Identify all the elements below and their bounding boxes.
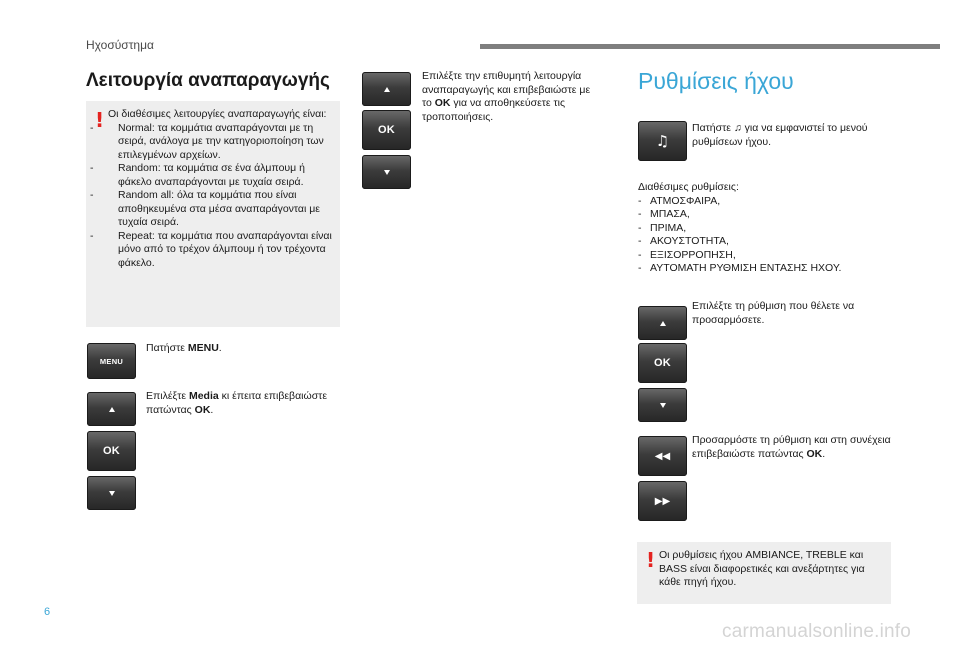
list-item: - ΑΤΜΟΣΦΑΙΡΑ, (638, 195, 878, 209)
arrow-down-icon (109, 491, 115, 496)
settings-intro: Διαθέσιμες ρυθμίσεις: (638, 181, 739, 193)
watermark: carmanualsonline.info (722, 621, 912, 642)
list-item: - Random all: όλα τα κομμάτια που είναι αποθηκευμένα στα μέσα αναπαράγονται με τυχαία σειρά. (86, 189, 336, 230)
down-button[interactable] (638, 388, 687, 422)
step-select-setting: Επιλέξτε τη ρύθμιση που θέλετε να προσαρμόσετε. (692, 300, 855, 326)
ok-button-label: OK (377, 124, 396, 136)
page-number: 6 (44, 606, 51, 618)
list-item: - ΑΚΟΥΣΤΟΤΗΤΑ, (638, 235, 878, 249)
arrow-up-icon (109, 407, 115, 412)
list-item: - ΜΠΑΣΑ, (638, 208, 878, 222)
ok-button[interactable] (638, 343, 687, 383)
down-button[interactable] (362, 155, 411, 189)
arrow-up-icon (660, 321, 666, 326)
music-note-icon: ♫ (733, 122, 742, 134)
available-settings (638, 181, 878, 276)
list-item: - ΕΞΙΣΟΡΡΟΠΗΣΗ, (638, 249, 878, 263)
audio-settings-heading: Ρυθμίσεις ήχου (638, 68, 794, 94)
list-item: - Normal: τα κομμάτια αναπαράγονται με τη σειρά, ανάλογα με την κατηγοριοποίηση των επιλεγμένων αρχείων. (86, 122, 336, 163)
audio-note-text: Οι ρυθμίσεις ήχου AMBIANCE, TREBLE και BASS είναι διαφορετικές και ανεξάρτητες για κάθε πηγή ήχου. (659, 549, 865, 588)
ok-button[interactable] (362, 110, 411, 150)
playback-modes-list (86, 122, 336, 271)
arrow-down-icon (384, 170, 390, 175)
header-rule (480, 44, 940, 49)
up-button[interactable] (362, 72, 411, 106)
music-note-icon: ♫ (655, 132, 670, 150)
step-adjust-setting: Προσαρμόστε τη ρύθμιση και στη συνέχεια επιβεβαιώστε πατώντας OK. (692, 434, 891, 460)
playback-mode-heading: Λειτουργία αναπαραγωγής (86, 70, 330, 91)
note-body (108, 108, 336, 270)
step-press-menu: Πατήστε MENU. (146, 342, 222, 354)
audio-settings-button[interactable] (638, 121, 687, 161)
playback-modes-note (86, 101, 340, 327)
forward-button[interactable] (638, 481, 687, 521)
arrow-up-icon (384, 87, 390, 92)
menu-button-label: MENU (99, 356, 124, 366)
warning-icon: ! (95, 108, 105, 132)
step-press-audio: Πατήστε ♫ για να εμφανιστεί το μενού ρυθμίσεων ήχου. (692, 122, 868, 148)
section-title: Ηχοσύστημα (86, 38, 154, 52)
step-select-media: Επιλέξτε Media κι έπειτα επιβεβαιώστε πατώντας OK. (146, 390, 328, 416)
step-select-playback: Επιλέξτε την επιθυμητή λειτουργία αναπαραγωγής και επιβεβαιώστε με το OK για να αποθηκεύσετε τις τροποποιήσεις. (422, 70, 591, 123)
list-item: - ΑΥΤΟΜΑΤΗ ΡΥΘΜΙΣΗ ΕΝΤΑΣΗΣ ΗΧΟΥ. (638, 262, 878, 276)
arrow-down-icon (660, 403, 666, 408)
rewind-button[interactable] (638, 436, 687, 476)
list-item: - Random: τα κομμάτια σε ένα άλμπουμ ή φάκελο αναπαράγονται με τυχαία σειρά. (86, 162, 336, 189)
ok-button[interactable] (87, 431, 136, 471)
up-button[interactable] (87, 392, 136, 426)
ok-button-label: OK (102, 445, 121, 457)
fast-forward-icon: ▶▶ (654, 495, 671, 507)
up-button[interactable] (638, 306, 687, 340)
note-intro: Οι διαθέσιμες λειτουργίες αναπαραγωγής είναι: (108, 108, 327, 120)
list-item: - ΠΡΙΜΑ, (638, 222, 878, 236)
menu-button[interactable] (87, 343, 136, 379)
ok-button-label: OK (653, 357, 672, 369)
settings-list (638, 195, 878, 276)
audio-note (637, 542, 891, 604)
down-button[interactable] (87, 476, 136, 510)
list-item: - Repeat: τα κομμάτια που αναπαράγονται είναι μόνο από το τρέχον άλμπουμ ή τον τρέχοντα φάκελο. (86, 230, 336, 271)
warning-icon: ! (646, 548, 656, 572)
rewind-icon: ◀◀ (654, 450, 671, 462)
